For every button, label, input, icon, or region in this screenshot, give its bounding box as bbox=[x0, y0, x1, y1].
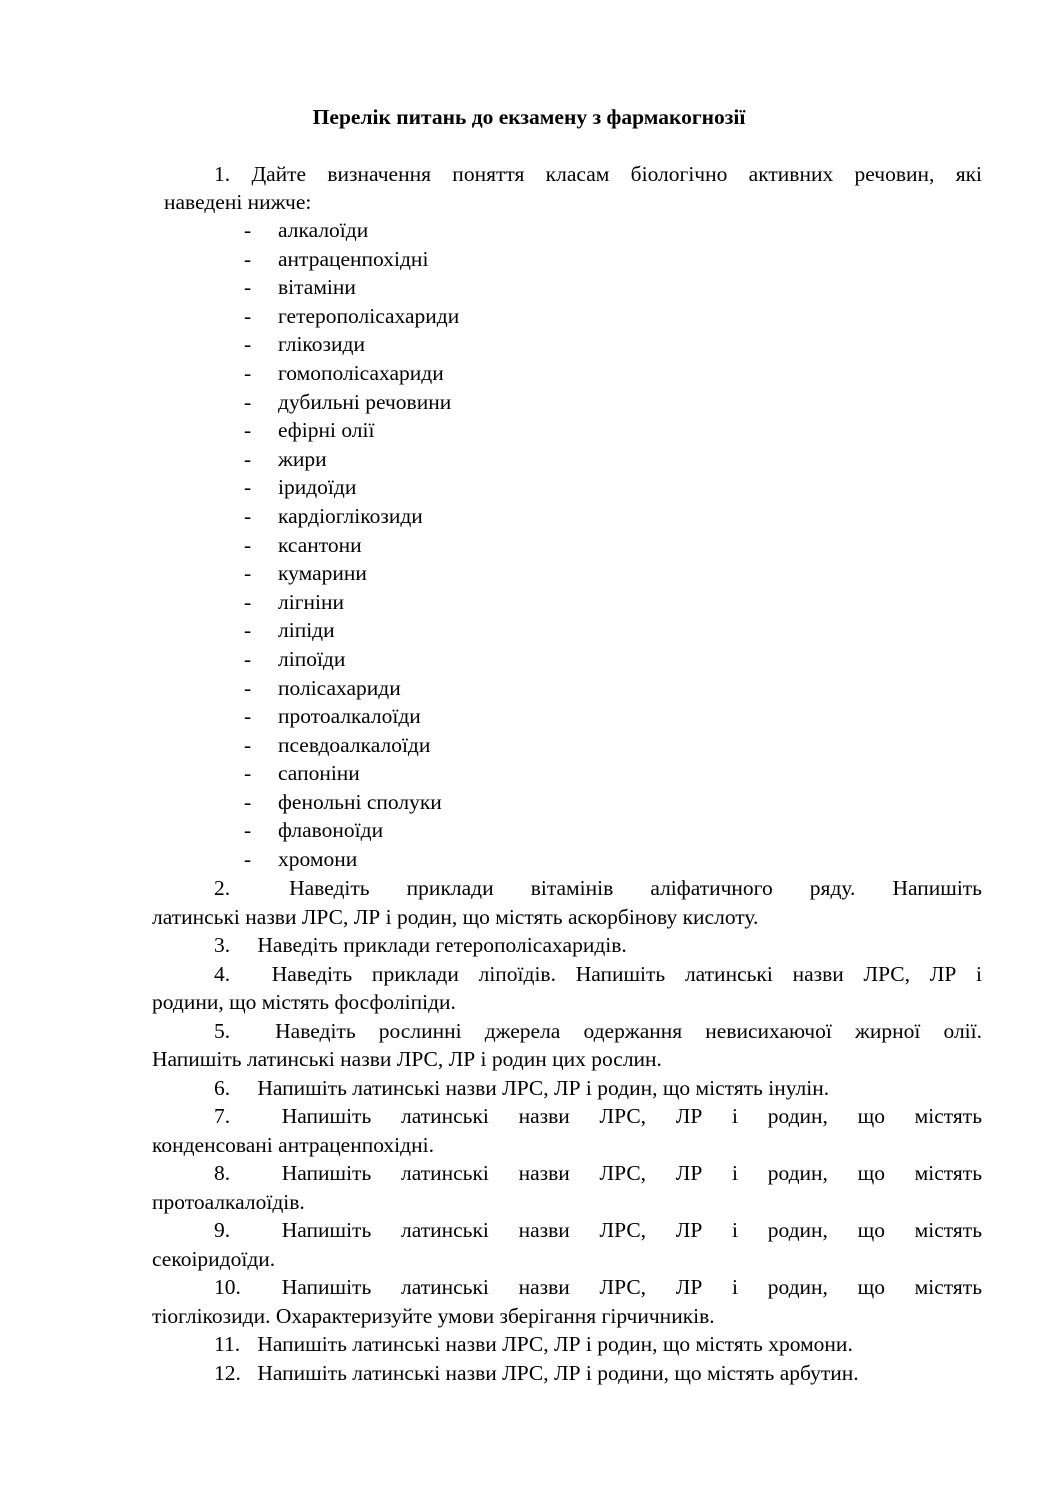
question-line-1 bbox=[152, 1273, 982, 1302]
question-line-1 bbox=[152, 1102, 982, 1131]
question-number: 11. bbox=[214, 1332, 241, 1356]
question-item bbox=[152, 1216, 982, 1273]
question-text: Напишіть латинські назви ЛРС, ЛР і родин, що містять bbox=[281, 1161, 983, 1185]
question-line-1 bbox=[152, 874, 982, 903]
list-dash: - bbox=[244, 789, 252, 814]
list-dash: - bbox=[244, 275, 252, 300]
question-1-line-2: наведені нижче: bbox=[164, 190, 312, 214]
question-number: 4. bbox=[214, 961, 231, 986]
list-dash: - bbox=[244, 704, 252, 729]
substance-class-label: кумарини bbox=[278, 561, 367, 586]
substance-class-label: кардіоглікозиди bbox=[278, 503, 423, 528]
list-dash: - bbox=[244, 246, 252, 271]
question-line-1 bbox=[152, 1216, 982, 1245]
question-line-1 bbox=[152, 1017, 982, 1046]
question-item bbox=[152, 1074, 982, 1103]
question-line-1 bbox=[152, 931, 982, 960]
list-dash: - bbox=[244, 589, 252, 614]
question-item bbox=[152, 1017, 982, 1074]
list-dash: - bbox=[244, 646, 252, 671]
question-number: 3. bbox=[214, 933, 231, 957]
substance-class-label: протоалкалоїди bbox=[278, 704, 421, 729]
question-item bbox=[152, 1159, 982, 1216]
question-line-1 bbox=[152, 960, 982, 989]
substance-class-label: ліпоїди bbox=[278, 646, 346, 671]
question-line-2: секоіридоїди. bbox=[152, 1246, 276, 1271]
question-number: 6. bbox=[214, 1075, 231, 1100]
substance-class-label: хромони bbox=[278, 847, 358, 872]
substance-class-label: вітаміни bbox=[278, 275, 356, 300]
question-item bbox=[152, 1102, 982, 1159]
question-item bbox=[152, 960, 982, 1017]
substance-class-label: глікозиди bbox=[278, 332, 365, 357]
question-line-1 bbox=[152, 1330, 982, 1359]
list-dash: - bbox=[244, 532, 252, 557]
substance-class-label: сапоніни bbox=[278, 761, 360, 786]
question-text: Напишіть латинські назви ЛРС, ЛР і родин, що містять bbox=[281, 1275, 983, 1299]
question-number: 8. bbox=[214, 1161, 231, 1185]
question-item bbox=[152, 1330, 982, 1359]
question-text: Наведіть рослинні джерела одержання невисихаючої жирної олії. bbox=[275, 1018, 982, 1043]
question-item bbox=[152, 1359, 982, 1388]
substance-class-label: псевдоалкалоїди bbox=[278, 732, 431, 757]
substance-class-label: гомополісахариди bbox=[278, 360, 444, 385]
list-dash: - bbox=[244, 475, 252, 500]
question-text: Наведіть приклади вітамінів аліфатичного ряду. Напишіть bbox=[289, 876, 982, 900]
list-dash: - bbox=[244, 675, 252, 700]
question-item bbox=[152, 1273, 982, 1330]
list-dash: - bbox=[244, 418, 252, 443]
question-number: 5. bbox=[214, 1018, 231, 1043]
substance-class-label: жири bbox=[278, 446, 327, 471]
substance-class-label: антраценпохідні bbox=[278, 246, 429, 271]
list-dash: - bbox=[244, 446, 252, 471]
substance-class-label: фенольні сполуки bbox=[278, 789, 442, 814]
question-number: 7. bbox=[214, 1104, 231, 1128]
list-dash: - bbox=[244, 618, 252, 643]
substance-class-label: флавоноїди bbox=[278, 818, 384, 843]
list-dash: - bbox=[244, 218, 252, 242]
list-dash: - bbox=[244, 360, 252, 385]
list-dash: - bbox=[244, 732, 252, 757]
question-line-2: латинські назви ЛРС, ЛР і родин, що містять аскорбінову кислоту. bbox=[152, 904, 759, 929]
question-item bbox=[152, 874, 982, 931]
substance-class-label: полісахариди bbox=[278, 675, 401, 700]
substance-class-label: алкалоїди bbox=[278, 218, 369, 242]
question-number: 10. bbox=[214, 1275, 241, 1299]
document-title: Перелік питань до екзамену з фармакогнозії bbox=[312, 105, 746, 129]
substance-class-label: іридоїди bbox=[278, 475, 357, 500]
question-text: Напишіть латинські назви ЛРС, ЛР і родин, що містять інулін. bbox=[257, 1075, 830, 1100]
list-dash: - bbox=[244, 561, 252, 586]
substance-class-label: ксантони bbox=[278, 532, 362, 557]
question-line-2: Напишіть латинські назви ЛРС, ЛР і родин цих рослин. bbox=[152, 1047, 662, 1071]
question-1-line-1 bbox=[214, 160, 982, 188]
question-line-1 bbox=[152, 1359, 982, 1388]
question-text: Напишіть латинські назви ЛРС, ЛР і родини, що містять арбутин. bbox=[257, 1360, 859, 1385]
question-text: Напишіть латинські назви ЛРС, ЛР і родин, що містять bbox=[281, 1104, 983, 1128]
substance-class-label: лігніни bbox=[278, 589, 345, 614]
list-dash: - bbox=[244, 847, 252, 872]
question-line-2: родини, що містять фосфоліпіди. bbox=[152, 990, 456, 1014]
list-dash: - bbox=[244, 761, 252, 786]
list-dash: - bbox=[244, 332, 252, 357]
question-line-2: протоалкалоїдів. bbox=[152, 1189, 305, 1214]
substance-class-label: дубильні речовини bbox=[278, 389, 452, 414]
question-item bbox=[152, 931, 982, 960]
question-text: Наведіть приклади ліпоїдів. Напишіть латинські назви ЛРС, ЛР і bbox=[271, 961, 982, 986]
substance-class-label: ліпіди bbox=[278, 618, 335, 643]
question-line-1 bbox=[152, 1074, 982, 1103]
list-dash: - bbox=[244, 818, 252, 843]
question-line-2: тіоглікозиди. Охарактеризуйте умови зберігання гірчичників. bbox=[152, 1303, 715, 1328]
list-dash: - bbox=[244, 389, 252, 414]
question-line-1 bbox=[152, 1159, 982, 1188]
question-list bbox=[152, 874, 982, 1387]
list-dash: - bbox=[244, 503, 252, 528]
question-line-2: конденсовані антраценпохідні. bbox=[152, 1132, 434, 1157]
list-dash: - bbox=[244, 303, 252, 328]
question-text: Напишіть латинські назви ЛРС, ЛР і родин, що містять bbox=[281, 1218, 983, 1242]
question-number: 12. bbox=[214, 1360, 241, 1385]
question-number: 9. bbox=[214, 1218, 231, 1242]
question-text: Напишіть латинські назви ЛРС, ЛР і родин, що містять хромони. bbox=[257, 1332, 853, 1356]
question-number: 1. bbox=[214, 162, 231, 186]
question-number: 2. bbox=[214, 876, 231, 900]
substance-class-label: ефірні олії bbox=[278, 418, 375, 443]
question-text: Наведіть приклади гетерополісахаридів. bbox=[257, 933, 627, 957]
question-text: Дайте визначення поняття класам біологічно активних речовин, які bbox=[251, 162, 982, 186]
substance-class-label: гетерополісахариди bbox=[278, 303, 460, 328]
